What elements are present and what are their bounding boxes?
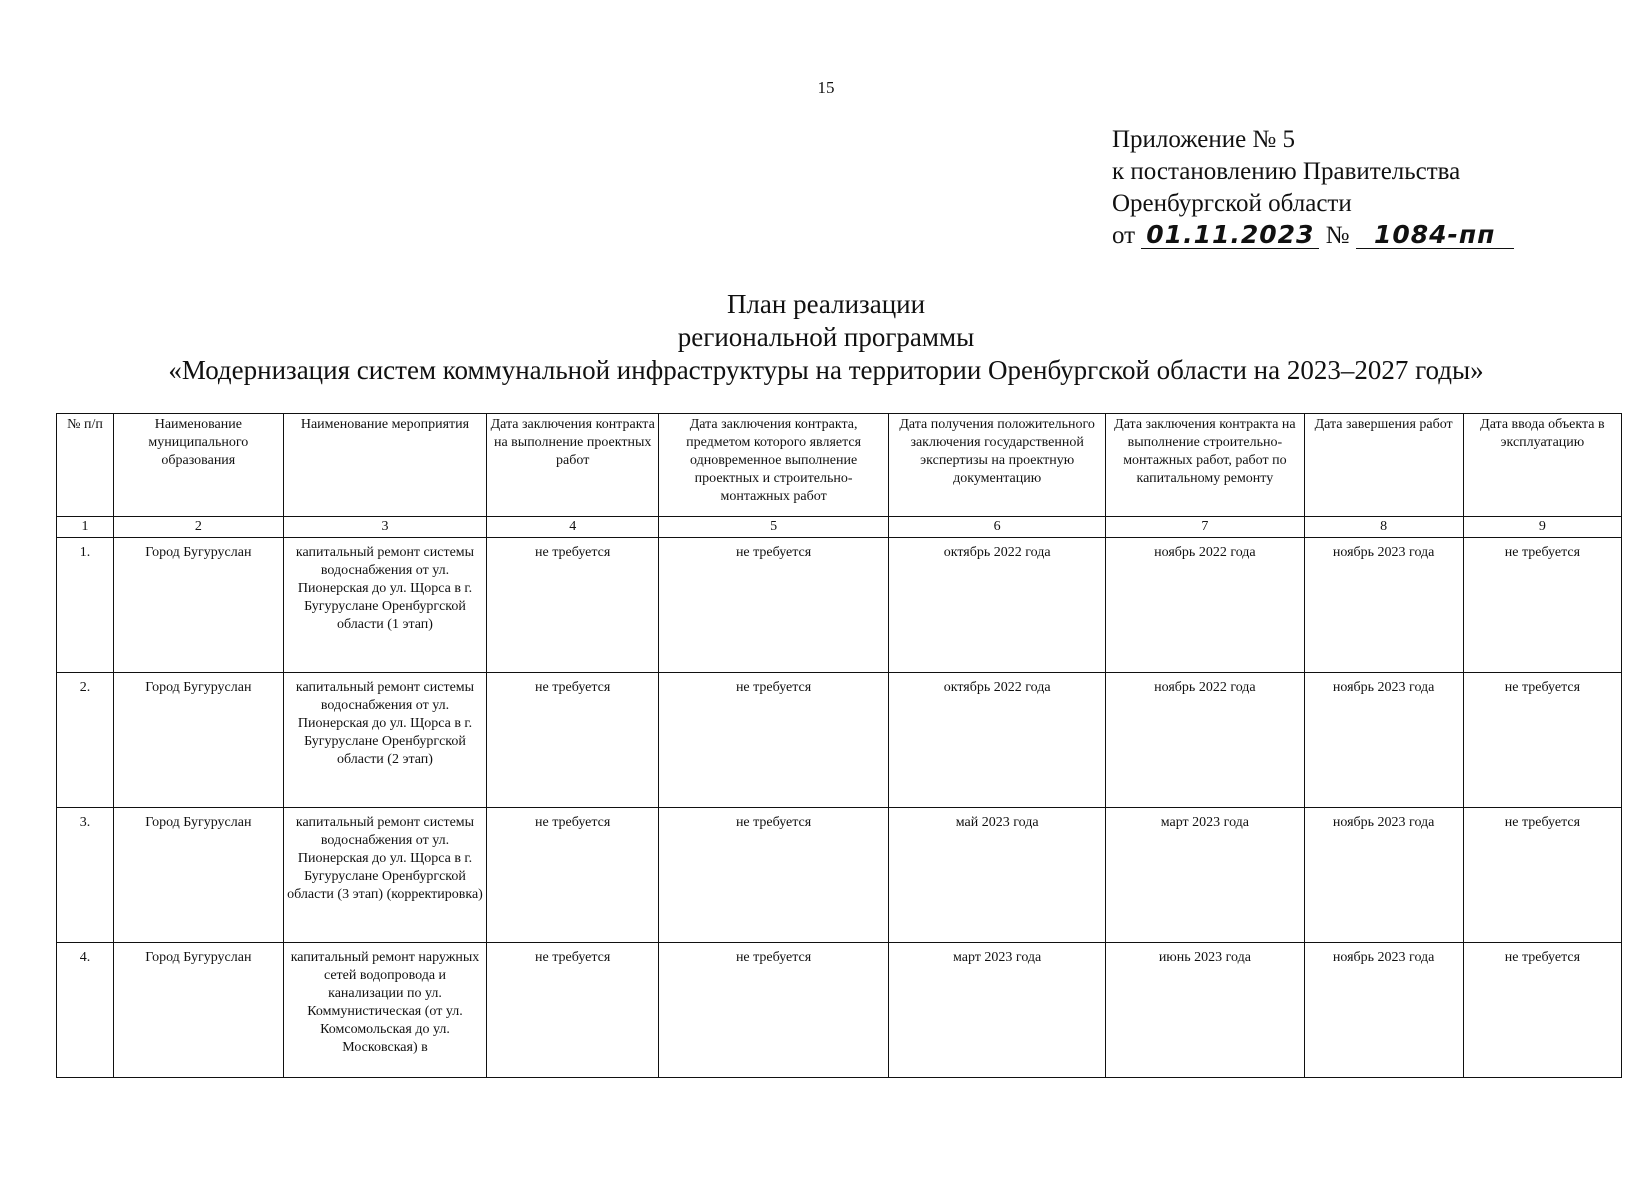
column-number: 6 xyxy=(889,517,1106,538)
expertise-cell: март 2023 года xyxy=(889,943,1106,1078)
combined-contract-cell: не требуется xyxy=(659,943,889,1078)
combined-contract-cell: не требуется xyxy=(659,538,889,673)
table-row xyxy=(57,943,1622,1078)
combined-contract-cell: не требуется xyxy=(659,808,889,943)
appendix-title: Приложение № 5 xyxy=(1112,126,1296,153)
expertise-cell: октябрь 2022 года xyxy=(889,673,1106,808)
appendix-block xyxy=(1112,124,1514,252)
implementation-plan-table xyxy=(56,413,1622,1078)
column-number: 1 xyxy=(57,517,114,538)
column-number: 7 xyxy=(1106,517,1304,538)
column-number: 3 xyxy=(283,517,487,538)
column-number: 8 xyxy=(1304,517,1463,538)
event-cell: капитальный ремонт системы водоснабжения от ул. Пионерская до ул. Щорса в г. Бугуруслане Оренбургской области (3 этап) (корректировка) xyxy=(283,808,487,943)
design-contract-cell: не требуется xyxy=(487,808,659,943)
completion-cell: ноябрь 2023 года xyxy=(1304,538,1463,673)
document-title xyxy=(0,288,1652,387)
completion-cell: ноябрь 2023 года xyxy=(1304,943,1463,1078)
from-label: от xyxy=(1112,222,1136,249)
design-contract-cell: не требуется xyxy=(487,943,659,1078)
page-number: 15 xyxy=(817,78,835,97)
row-number: 4. xyxy=(57,943,114,1078)
construction-contract-cell: ноябрь 2022 года xyxy=(1106,673,1304,808)
commissioning-cell: не требуется xyxy=(1463,808,1621,943)
municipality-cell: Город Бугуруслан xyxy=(113,943,283,1078)
appendix-region: Оренбургской области xyxy=(1112,190,1352,217)
design-contract-cell: не требуется xyxy=(487,538,659,673)
event-cell: капитальный ремонт системы водоснабжения от ул. Пионерская до ул. Щорса в г. Бугуруслане Оренбургской области (1 этап) xyxy=(283,538,487,673)
title-line-1: План реализации xyxy=(726,289,926,319)
header-construction-contract: Дата заключения контракта на выполнение строительно-монтажных работ, работ по капитальному ремонту xyxy=(1106,414,1304,517)
header-expertise: Дата получения положительного заключения государственной экспертизы на проектную документацию xyxy=(889,414,1106,517)
design-contract-cell: не требуется xyxy=(487,673,659,808)
combined-contract-cell: не требуется xyxy=(659,673,889,808)
header-design-contract: Дата заключения контракта на выполнение проектных работ xyxy=(487,414,659,517)
commissioning-cell: не требуется xyxy=(1463,943,1621,1078)
expertise-cell: май 2023 года xyxy=(889,808,1106,943)
table-header-row xyxy=(57,414,1622,517)
column-numbers-row xyxy=(57,517,1622,538)
column-number: 5 xyxy=(659,517,889,538)
number-label: № xyxy=(1325,222,1350,249)
header-event: Наименование мероприятия xyxy=(283,414,487,517)
title-line-2: региональной программы xyxy=(677,322,975,352)
expertise-cell: октябрь 2022 года xyxy=(889,538,1106,673)
title-line-3: «Модернизация систем коммунальной инфраструктуры на территории Оренбургской области на 2023–2027 годы» xyxy=(168,355,1484,385)
column-number: 9 xyxy=(1463,517,1621,538)
header-number: № п/п xyxy=(57,414,114,517)
header-combined-contract: Дата заключения контракта, предметом которого является одновременное выполнение проектных и строительно-монтажных работ xyxy=(659,414,889,517)
table-row xyxy=(57,673,1622,808)
appendix-resolution: к постановлению Правительства xyxy=(1112,158,1461,185)
handwritten-number: 1084-пп xyxy=(1356,222,1514,249)
commissioning-cell: не требуется xyxy=(1463,673,1621,808)
appendix-date-number-line xyxy=(1112,220,1514,252)
header-municipality: Наименование муниципального образования xyxy=(113,414,283,517)
column-number: 4 xyxy=(487,517,659,538)
commissioning-cell: не требуется xyxy=(1463,538,1621,673)
column-number: 2 xyxy=(113,517,283,538)
construction-contract-cell: июнь 2023 года xyxy=(1106,943,1304,1078)
event-cell: капитальный ремонт системы водоснабжения от ул. Пионерская до ул. Щорса в г. Бугуруслане Оренбургской области (2 этап) xyxy=(283,673,487,808)
table-row xyxy=(57,538,1622,673)
municipality-cell: Город Бугуруслан xyxy=(113,673,283,808)
table-row xyxy=(57,808,1622,943)
municipality-cell: Город Бугуруслан xyxy=(113,538,283,673)
header-completion: Дата завершения работ xyxy=(1304,414,1463,517)
municipality-cell: Город Бугуруслан xyxy=(113,808,283,943)
event-cell: капитальный ремонт наружных сетей водопровода и канализации по ул. Коммунистическая (от ул. Комсомольская до ул. Московская) в xyxy=(283,943,487,1078)
completion-cell: ноябрь 2023 года xyxy=(1304,673,1463,808)
completion-cell: ноябрь 2023 года xyxy=(1304,808,1463,943)
row-number: 3. xyxy=(57,808,114,943)
construction-contract-cell: март 2023 года xyxy=(1106,808,1304,943)
row-number: 1. xyxy=(57,538,114,673)
row-number: 2. xyxy=(57,673,114,808)
header-commissioning: Дата ввода объекта в эксплуатацию xyxy=(1463,414,1621,517)
handwritten-date: 01.11.2023 xyxy=(1141,222,1319,249)
construction-contract-cell: ноябрь 2022 года xyxy=(1106,538,1304,673)
